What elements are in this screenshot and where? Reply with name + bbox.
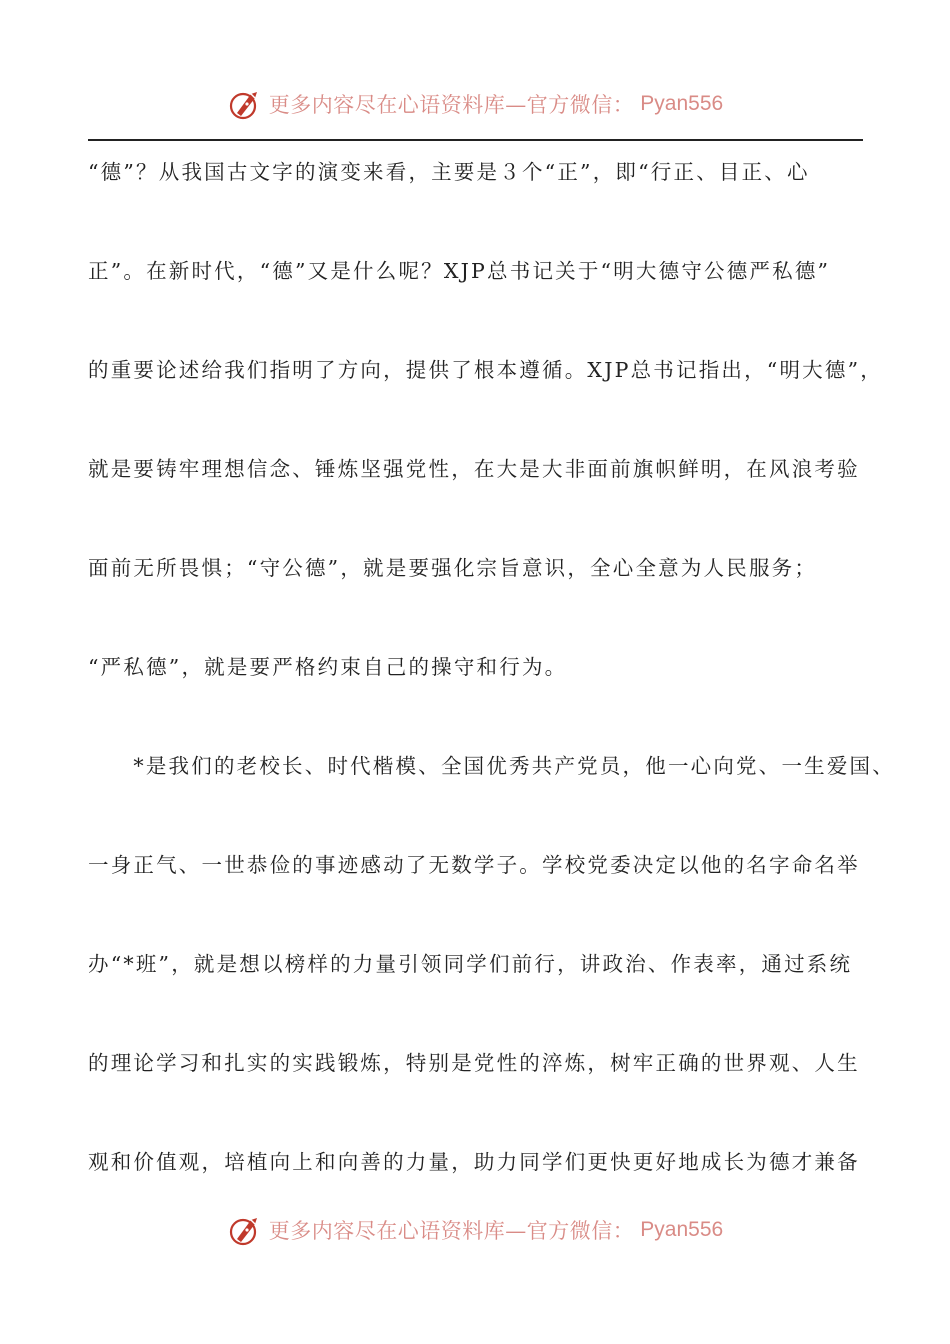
footer-banner (0, 1210, 950, 1250)
text-line: “严私德”，就是要严格约束自己的操守和行为。 (88, 655, 568, 679)
text-line: 就是要铸牢理想信念、锤炼坚强党性，在大是大非面前旗帜鲜明，在风浪考验 (88, 457, 860, 481)
text-line: 一身正气、一世恭俭的事迹感动了无数学子。学校党委决定以他的名字命名举 (88, 853, 860, 877)
pen-nib-circle-icon (227, 86, 263, 122)
text-line: 正”。在新时代，“德”又是什么呢？XJP总书记关于“明大德守公德严私德” (88, 259, 831, 283)
banner-handle: Pyan556 (640, 92, 724, 115)
header-banner (0, 84, 950, 124)
text-line: 办“*班”，就是想以榜样的力量引领同学们前行，讲政治、作表率，通过系统 (88, 952, 853, 976)
text-line: 的重要论述给我们指明了方向，提供了根本遵循。XJP总书记指出，“明大德”， (88, 358, 883, 382)
banner-text: 更多内容尽在心语资料库—官方微信： (268, 93, 635, 117)
banner-text: 更多内容尽在心语资料库—官方微信： (268, 1219, 635, 1243)
pen-nib-circle-icon (227, 1212, 263, 1248)
text-line: “德”？从我国古文字的演变来看，主要是３个“正”，即“行正、目正、心 (88, 160, 810, 184)
body-text (88, 148, 895, 1237)
header-divider (88, 139, 863, 141)
text-line: 的理论学习和扎实的实践锻炼，特别是党性的淬炼，树牢正确的世界观、人生 (88, 1051, 860, 1075)
text-line: *是我们的老校长、时代楷模、全国优秀共产党员，他一心向党、一生爱国、 (88, 754, 895, 778)
banner-handle: Pyan556 (640, 1218, 724, 1241)
text-line: 面前无所畏惧；“守公德”，就是要强化宗旨意识，全心全意为人民服务； (88, 556, 818, 580)
text-line: 观和价值观，培植向上和向善的力量，助力同学们更快更好地成长为德才兼备 (88, 1150, 860, 1174)
